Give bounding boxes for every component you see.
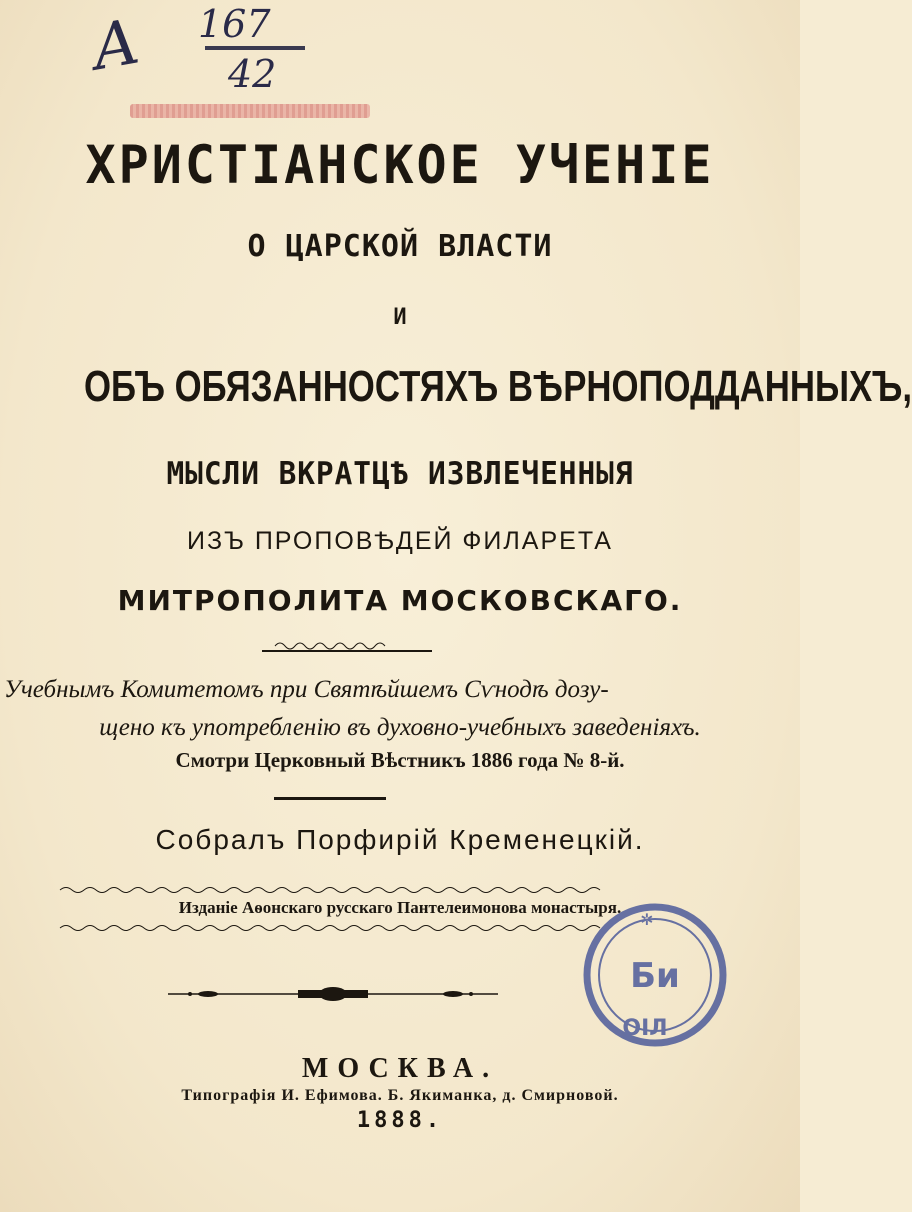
svg-text:Би: Би <box>630 956 680 996</box>
publisher-border-top <box>60 885 600 895</box>
title-main: ХРИСТІАНСКОЕ УЧЕНІЕ <box>85 134 715 196</box>
publisher: Изданіе Аѳонскаго русскаго Пантелеимонова монастыря. <box>178 898 622 917</box>
title-line-5: МЫСЛИ ВКРАТЦѢ ИЗВЛЕЧЕННЫЯ <box>166 456 634 492</box>
shelfmark-number: 167 <box>198 2 271 46</box>
shelfmark-letter: А <box>86 4 145 85</box>
approval-line-1: Учебнымъ Комитетомъ при Святѣйшемъ Сѵнодѣ дозу- <box>4 676 609 703</box>
ornament-rule-1 <box>262 650 432 652</box>
title-line-6: ИЗЪ ПРОПОВѢДЕЙ ФИЛАРЕТА <box>187 527 613 555</box>
title-line-2: О ЦАРСКОЙ ВЛАСТИ <box>247 229 553 264</box>
imprint-year: 1888. <box>356 1108 444 1133</box>
ornament-divider <box>168 984 498 1004</box>
title-line-4: ОБЪ ОБЯЗАННОСТЯХЪ ВѢРНОПОДДАННЫХЪ, <box>84 362 912 411</box>
publisher-border-bottom <box>60 923 600 933</box>
title-line-7: МИТРОПОЛИТА МОСКОВСКАГО. <box>117 584 683 617</box>
approval-line-2: щено къ употребленію въ духовно-учебныхъ заведеніяхъ. <box>99 714 701 741</box>
approval-reference: Смотри Церковный Вѣстникъ 1886 года № 8-й. <box>175 748 625 772</box>
imprint-printer: Типографія И. Ефимова. Б. Якиманка, д. Смирновой. <box>181 1087 619 1104</box>
svg-text:✲: ✲ <box>640 910 654 929</box>
compiler: Собралъ Порфирій Кременецкій. <box>155 824 645 855</box>
imprint-city: МОСКВА. <box>301 1053 499 1084</box>
shelfmark-divider <box>205 46 305 50</box>
ornament-rule-2 <box>274 797 386 800</box>
svg-text:ОІЛ: ОІЛ <box>622 1016 668 1041</box>
title-conjunction: И <box>393 305 407 330</box>
red-ink-strip <box>130 104 370 118</box>
library-stamp <box>555 895 735 1065</box>
shelfmark-sub: 42 <box>228 52 277 96</box>
